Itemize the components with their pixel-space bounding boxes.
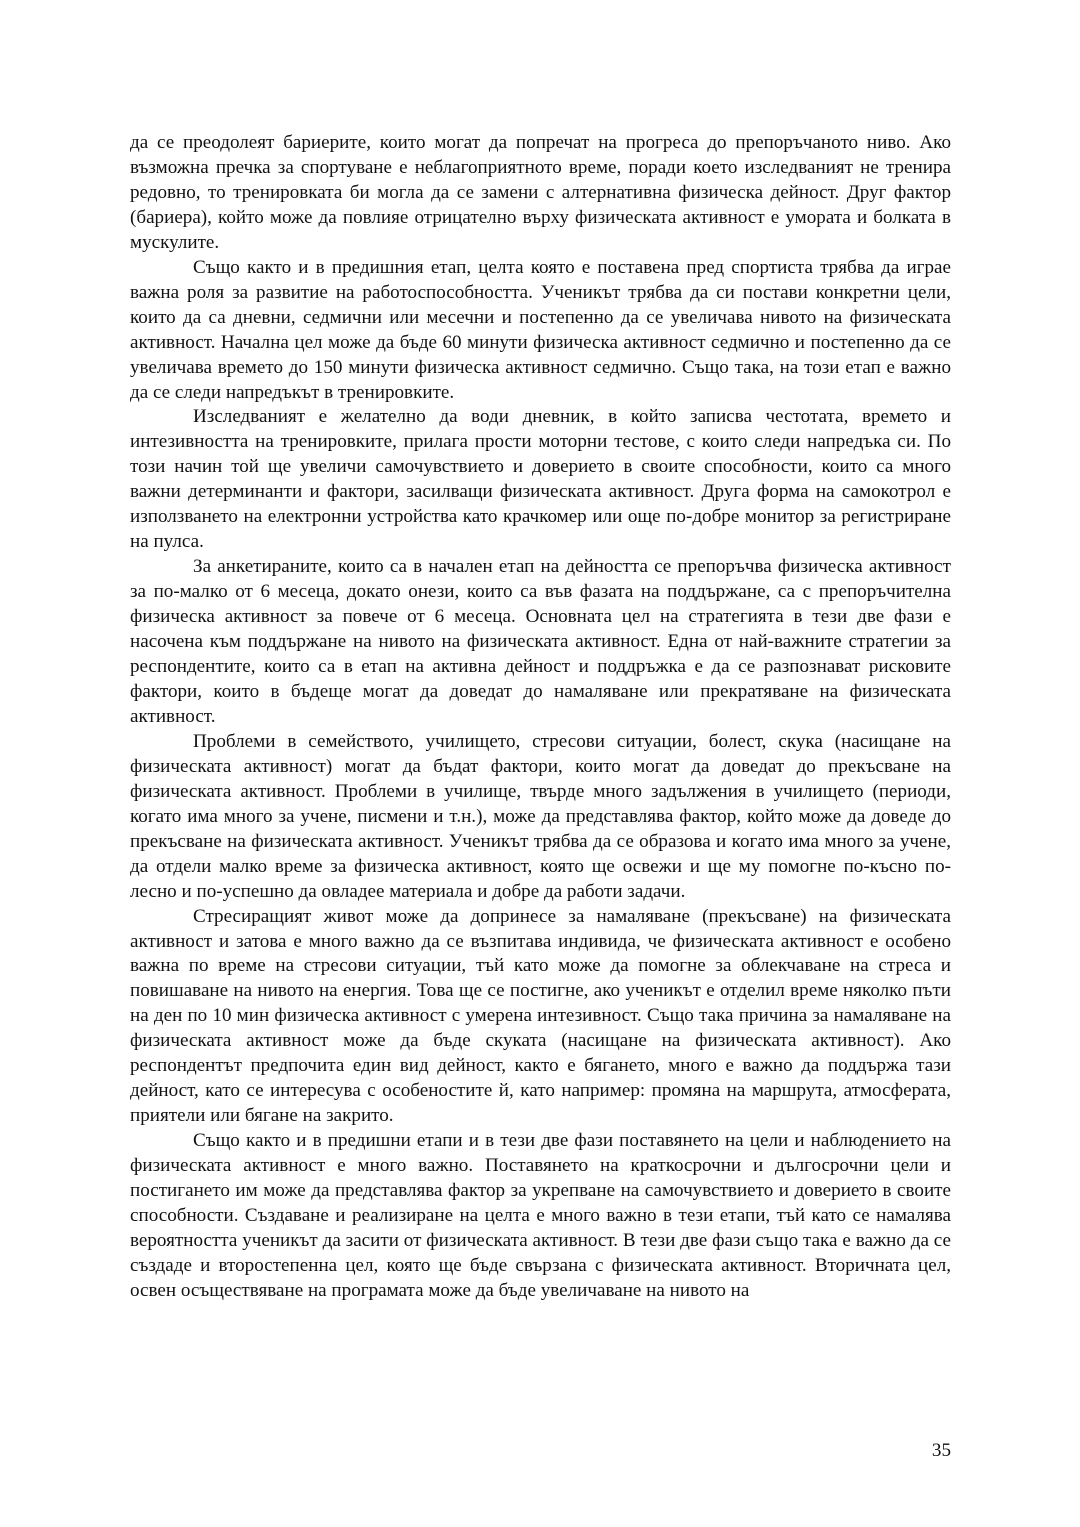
paragraph-goal-setting: Също както и в предишни етапи и в тези две фази поставянето на цели и наблюдението на физическата активност е много важно. Поставянето на краткосрочни и дългосрочни цели и постигането им може да представлява фактор за укрепване на самочувствието и доверието в своите способности. Създаване и реализиране на целта е много важно в тези етапи, тъй като се намалява вероятността ученикът да засити от физическата активност. В тези две фази също така е важно да се създаде и второстепенна цел, която ще бъде свързана с физическата активност. Вторичната цел, освен осъществяване на програмата може да бъде увеличаване на нивото на	[130, 1130, 951, 1301]
paragraph-goals: Също както и в предишния етап, целта която е поставена пред спортиста трябва да играе важна роля за развитие на работоспособността. Ученикът трябва да си постави конкретни цели, които да са дневни, седмични или месечни и постепенно да се увеличава нивото на физическата активност. Начална цел може да бъде 60 минути физическа активност седмично и постепенно да се увеличава времето до 150 минути физическа активност седмично. Също така, на този етап е важно да се следи напредъкът в тренировките.	[130, 256, 951, 403]
paragraph-maintenance: За анкетираните, които са в начален етап на дейността се препоръчва физическа активност за по-малко от 6 месеца, докато онези, които са във фазата на поддържане, са с препоръчителна физическа активност за повече от 6 месеца. Основната цел на стратегията в тези две фази е насочена към поддържане на нивото на физическата активност. Една от най-важните стратегии за респондентите, които са в етап на активна дейност и поддръжка е да се разпознават рисковите фактори, които в бъдеще могат да доведат до намаляване или прекратяване на физическата активност.	[130, 556, 951, 727]
page-body	[130, 131, 951, 1304]
paragraph-stress: Стресиращият живот може да допринесе за намаляване (прекъсване) на физическата активност и затова е много важно да се възпитава индивида, че физическата активност е особено важна по време на стресови ситуации, тъй като може да помогне за облекчаване на стреса и повишаване на нивото на енергия. Това ще се постигне, ако ученикът е отделил време няколко пъти на ден по 10 мин физическа активност с умерена интезивност. Също така причина за намаляване на физическата активност може да бъде скуката (насищане на физическата активност). Ако респондентът предпочита един вид дейност, както е бягането, много е важно да поддържа тази дейност, като се интересува с особеностите й, като например: промяна на маршрута, атмосферата, приятели или бягане на закрито.	[130, 905, 951, 1127]
paragraph-problems: Проблеми в семейството, училището, стресови ситуации, болест, скука (насищане на физическата активност) могат да бъдат фактори, които могат да доведат до прекъсване на физическата активност. Проблеми в училище, твърде много задължения в училището (периоди, когато има много за учене, писмени и т.н.), може да представлява фактор, който може да доведе до прекъсване на физическата активност. Ученикът трябва да се образова и когато има много за учене, да отдели малко време за физическа активност, която ще освежи и ще му помогне по-късно по-лесно и по-успешно да овладее материала и добре да работи задачи.	[130, 730, 951, 902]
page-number: 35	[931, 1440, 951, 1461]
paragraph-diary: Изследваният е желателно да води дневник, в който записва честотата, времето и интезивността на тренировките, прилага прости моторни тестове, с които следи напредъка си. По този начин той ще увеличи самочувствието и доверието в своите способности, които са много важни детерминанти и фактори, засилващи физическата активност. Друга форма на самокотрол е използването на електронни устройства като крачкомер или още по-добре монитор за регистриране на пулса.	[130, 406, 951, 553]
paragraph-continuation: да се преодолеят бариерите, които могат да попречат на прогреса до препоръчаното ниво. Ако възможна пречка за спортуване е неблагоприятното време, поради което изследваният не тренира редовно, то тренировката би могла да се замени с алтернативна физическа дейност. Друг фактор (бариера), който може да повлияе отрицателно върху физическата активност е умората и болката в мускулите.	[130, 132, 951, 253]
